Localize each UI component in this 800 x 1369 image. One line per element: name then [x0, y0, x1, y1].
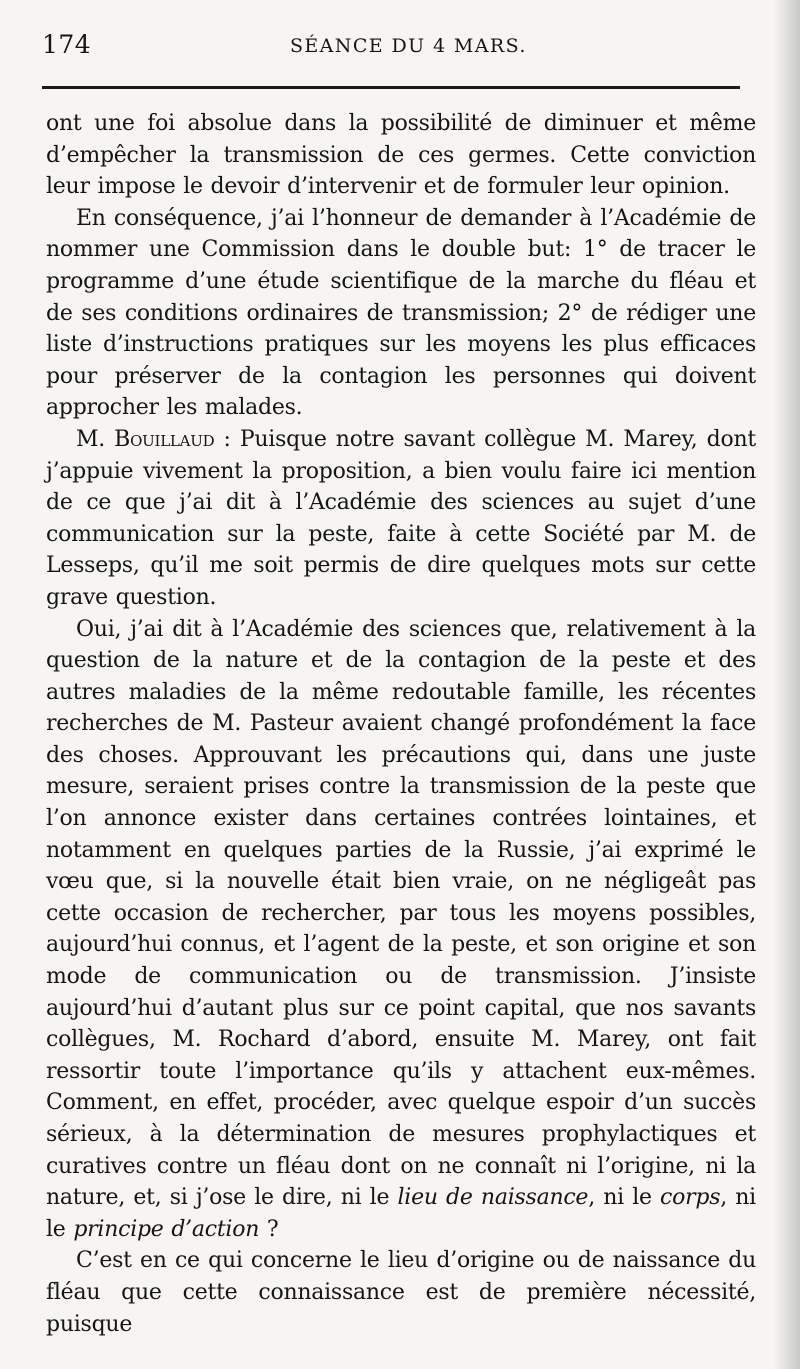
paragraph-text: , ni le	[46, 1185, 756, 1242]
italic-phrase: corps	[660, 1185, 721, 1211]
paragraph-continuation: ont une foi absolue dans la possibilité de diminuer et même d’empêcher la transmission de ces germes. Cette conviction leur impose le devoir d’intervenir et de formuler leur opinion.	[46, 111, 756, 200]
body-text	[46, 108, 756, 1340]
speaker-name: M. Bouillaud	[76, 426, 215, 452]
page-number: 174	[42, 30, 92, 59]
paragraph-origin: C’est en ce qui concerne le lieu d’origine ou de naissance du fléau que cette connaissance est de première nécessité, puisque	[46, 1248, 756, 1337]
paragraph-text: , ni le	[588, 1185, 661, 1211]
paragraph-text: Oui, j’ai dit à l’Académie des sciences que, relativement à la question de la nature et de la contagion de la peste et des autres maladies de la même redoutable famille, les récentes recherches de M. Pasteur avaient changé profondément la face des choses. Approuvant les précautions qui, dans une juste mesure, seraient prises contre la transmission de la peste que l’on annonce exister dans certaines contrées lointaines, et notamment en quelques parties de la Russie, j’ai exprimé le vœu que, si la nouvelle était bien vraie, on ne négligeât pas cette occasion de rechercher, par tous les moyens possibles, aujourd’hui connus, et l’agent de la peste, et son origine et son mode de communication ou de transmission. J’insiste aujourd’hui d’autant plus sur ce point capital, que nos savants collègues, M. Rochard d’abord, ensuite M. Marey, ont fait ressortir toute l’importance qu’ils y attachent eux-mêmes. Comment, en effet, procéder, avec quelque espoir d’un succès sérieux, à la détermination de mesures prophylactiques et curatives contre un fléau dont on ne connaît ni l’origine, ni la nature, et, si j’ose le dire, ni le	[46, 616, 756, 1211]
paragraph-bouillaud	[46, 424, 756, 614]
header-rule	[42, 86, 740, 89]
paragraph-academie	[46, 614, 756, 1246]
page-edge-shadow	[774, 0, 800, 1369]
paragraph-text: ?	[259, 1216, 279, 1242]
page-header	[42, 30, 742, 64]
paragraph-commission-request: En conséquence, j’ai l’honneur de demander à l’Académie de nommer une Commission dans le double but: 1° de tracer le programme d’une étude scientifique de la marche du fléau et de ses conditions ordinaires de transmission; 2° de rédiger une liste d’instructions pratiques sur les moyens les plus efficaces pour préserver de la contagion les personnes qui doivent approcher les malades.	[46, 205, 756, 421]
speaker-text: : Puisque notre savant collègue M. Marey, dont j’appuie vivement la proposition, a bien voulu faire ici mention de ce que j’ai dit à l’Académie des sciences au sujet d’une communication sur la peste, faite à cette Société par M. de Lesseps, qu’il me soit permis de dire quelques mots sur cette grave question.	[46, 426, 756, 610]
italic-phrase: principe d’action	[73, 1216, 260, 1242]
italic-phrase: lieu de naissance	[397, 1185, 589, 1211]
running-title: SÉANCE DU 4 MARS.	[290, 35, 527, 57]
